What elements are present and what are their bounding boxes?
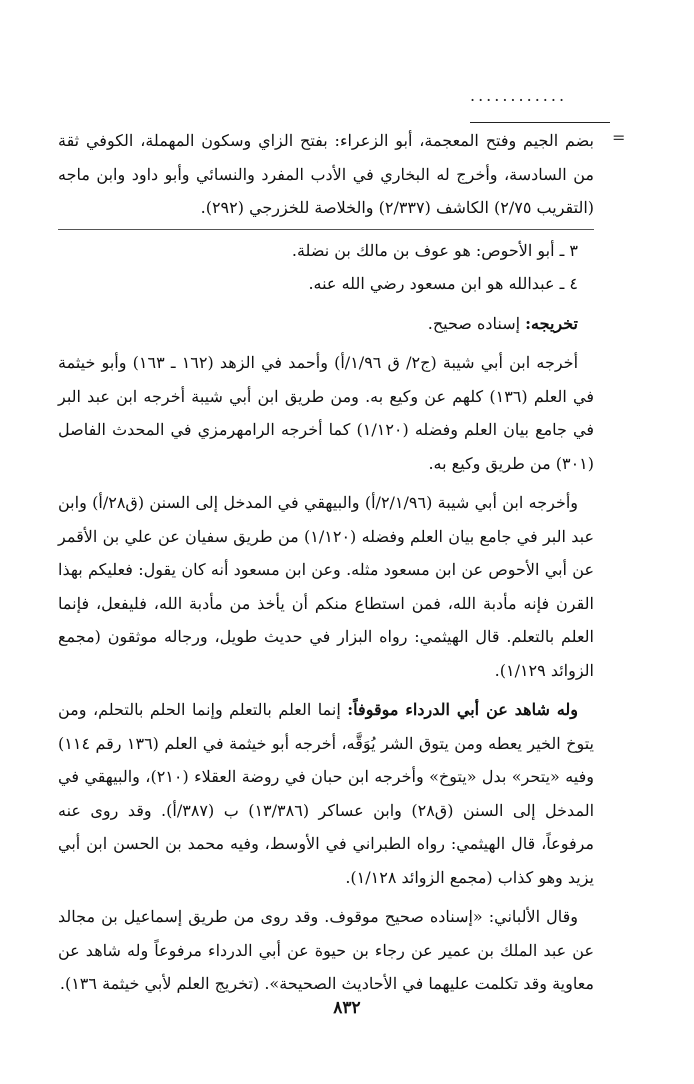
footnote-continuation: بضم الجيم وفتح المعجمة، أبو الزعراء: بفتح الزاي وسكون المهملة، الكوفي ثقة من السادسة، وأخرج له البخاري في الأدب المفرد والنسائي وأبو داود وابن ماجه (التقريب ٢/٧٥) الكاشف (٢/٣٣٧) والخلاصة للخزرجي (٢٩٢). <box>58 131 594 217</box>
top-dots: ............ <box>470 86 568 105</box>
takhrij-heading <box>58 307 594 341</box>
takhrij-text: إسناده صحيح. <box>427 313 526 333</box>
main-text <box>58 124 594 1001</box>
page-number: ٨٣٢ <box>333 998 361 1018</box>
witness-text: إنما العلم بالتعلم وإنما الحلم بالتحلم، ومن يتوخ الخير يعطه ومن يتوق الشر يُوَقَّه، أخرجه أبو خيثمة في العلم (١٣٦ رقم ١١٤) وفيه «يتحر» بدل «يتوخ» وأخرجه ابن حبان في روضة العقلاء (٢١٠)، والبيهقي في المدخل إلى السنن (ق٢٨) وابن عساكر (١٣/٣٨٦) ب (٣٨٧/أ). وقد روى عنه مرفوعاً، قال الهيثمي: رواه الطبراني في الأوسط، وفيه محمد بن الحسن ابن أبي يزيد وهو كذاب (مجمع الزوائد ١/١٢٨). <box>58 700 595 887</box>
continuation-mark: = <box>612 128 626 147</box>
narrator-3: ٣ ـ أبو الأحوص: هو عوف بن مالك بن نضلة. <box>291 240 578 260</box>
narrator-4: ٤ ـ عبدالله هو ابن مسعود رضي الله عنه. <box>308 274 578 293</box>
takhrij-label: تخريجه: <box>525 313 578 333</box>
separator-line <box>58 229 594 230</box>
paragraph-albani: وقال الألباني: «إسناده صحيح موقوف. وقد روى من طريق إسماعيل بن مجالد عن عبد الملك بن عمير عن رجاء بن حيوة عن أبي الدرداء مرفوعاً وله شاهد عن معاوية وقد تكلمت عليهما في الأحاديث الصحيحة». (تخريج العلم لأبي خيثمة ١٣٦). <box>58 907 594 993</box>
footnote-rule <box>470 122 610 123</box>
paragraph-sources-2: وأخرجه ابن أبي شيبة (٢/١/٩٦/أ) والبيهقي في المدخل إلى السنن (ق٢٨/أ) وابن عبد البر في جامع بيان العلم وفضله (١/١٢٠) من طريق سفيان عن علي بن الأقمر عن أبي الأحوص عن ابن مسعود مثله. وعن ابن مسعود أنه كان يقول: فعليكم بهذا القرن فإنه مأدبة الله، فمن استطاع منكم أن يأخذ من مأدبة الله، فليفعل، فإنما العلم بالتعلم. قال الهيثمي: رواه البزار في حديث طويل، ورجاله موثقون (مجمع الزوائد ١/١٢٩). <box>58 493 594 680</box>
paragraph-witness <box>58 693 594 894</box>
paragraph-sources-1: أخرجه ابن أبي شيبة (ج٢/ ق ١/٩٦/أ) وأحمد في الزهد (١٦٢ ـ ١٦٣) وأبو خيثمة في العلم (١٣٦) كلهم عن وكيع به. ومن طريق ابن أبي شيبة أخرجه ابن عبد البر في جامع بيان العلم وفضله (١/١٢٠) كما أخرجه الرامهرمزي في المحدث الفاصل (٣٠١) من طريق وكيع به. <box>58 353 595 473</box>
witness-label: وله شاهد عن أبي الدرداء موقوفاً: <box>347 700 579 719</box>
